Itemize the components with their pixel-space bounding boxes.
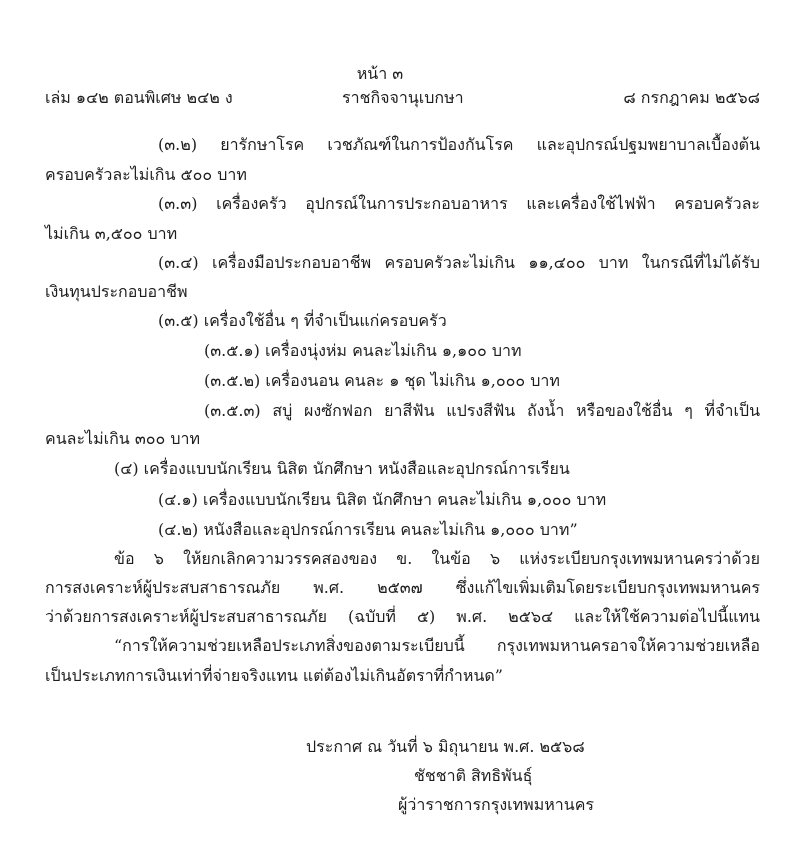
new-text-quote: “การให้ความช่วยเหลือประเภทสิ่งของตามระเบียบนี้ กรุงเทพมหานครอาจให้ความช่วยเหลือ xyxy=(114,636,760,655)
article-6-cont-1: การสงเคราะห์ผู้ประสบสาธารณภัย พ.ศ. ๒๕๓๗ ซึ่งแก้ไขเพิ่มเติมโดยระเบียบกรุงเทพมหานคร xyxy=(45,578,760,597)
clause-3-5-2: (๓.๕.๒) เครื่องนอน คนละ ๑ ชุด ไม่เกิน ๑,๐๐๐ บาท xyxy=(204,371,560,390)
article-6-cont-2: ว่าด้วยการสงเคราะห์ผู้ประสบสาธารณภัย (ฉบับที่ ๕) พ.ศ. ๒๕๖๔ และให้ใช้ความต่อไปนี้แทน xyxy=(45,607,760,626)
signatory-name: ชัชชาติ สิทธิพันธุ์ xyxy=(414,766,533,785)
volume-issue: เล่ม ๑๔๒ ตอนพิเศษ ๒๔๒ ง xyxy=(45,88,233,107)
clause-3-5-3: (๓.๕.๓) สบู่ ผงซักฟอก ยาสีฟัน แปรงสีฟัน ถังน้ำ หรือของใช้อื่น ๆ ที่จำเป็น xyxy=(204,401,760,420)
clause-3-5-1: (๓.๕.๑) เครื่องนุ่งห่ม คนละไม่เกิน ๑,๑๐๐ บาท xyxy=(204,341,522,360)
clause-3-2-cont: ครอบครัวละไม่เกิน ๕๐๐ บาท xyxy=(45,165,247,184)
clause-3-4-cont: เงินทุนประกอบอาชีพ xyxy=(45,282,188,301)
page-number: หน้า ๓ xyxy=(356,64,404,83)
clause-3-5-3-cont: คนละไม่เกิน ๓๐๐ บาท xyxy=(45,429,201,448)
gazette-header xyxy=(45,86,760,110)
clause-3-3-cont: ไม่เกิน ๓,๕๐๐ บาท xyxy=(45,224,178,243)
clause-4-2: (๔.๒) หนังสือและอุปกรณ์การเรียน คนละไม่เกิน ๑,๐๐๐ บาท” xyxy=(158,520,578,539)
clause-3-4: (๓.๔) เครื่องมือประกอบอาชีพ ครอบครัวละไม่เกิน ๑๑,๔๐๐ บาท ในกรณีที่ไม่ได้รับ xyxy=(158,253,760,272)
clause-3-2: (๓.๒) ยารักษาโรค เวชภัณฑ์ในการป้องกันโรค และอุปกรณ์ปฐมพยาบาลเบื้องต้น xyxy=(158,135,760,154)
publication-date: ๘ กรกฎาคม ๒๕๖๘ xyxy=(623,88,760,107)
new-text-quote-cont: เป็นประเภทการเงินเท่าที่จ่ายจริงแทน แต่ต้องไม่เกินอัตราที่กำหนด” xyxy=(45,666,503,685)
clause-3-5: (๓.๕) เครื่องใช้อื่น ๆ ที่จำเป็นแก่ครอบครัว xyxy=(158,311,447,330)
clause-4: (๔) เครื่องแบบนักเรียน นิสิต นักศึกษา หนังสือและอุปกรณ์การเรียน xyxy=(114,459,570,478)
clause-3-3: (๓.๓) เครื่องครัว อุปกรณ์ในการประกอบอาหาร และเครื่องใช้ไฟฟ้า ครอบครัวละ xyxy=(158,194,760,213)
clause-4-1: (๔.๑) เครื่องแบบนักเรียน นิสิต นักศึกษา คนละไม่เกิน ๑,๐๐๐ บาท xyxy=(158,490,607,509)
announcement-date: ประกาศ ณ วันที่ ๖ มิถุนายน พ.ศ. ๒๕๖๘ xyxy=(306,737,585,756)
gazette-name: ราชกิจจานุเบกษา xyxy=(342,88,464,107)
article-6: ข้อ ๖ ให้ยกเลิกความวรรคสองของ ข. ในข้อ ๖ แห่งระเบียบกรุงเทพมหานครว่าด้วย xyxy=(114,549,760,568)
signatory-position: ผู้ว่าราชการกรุงเทพมหานคร xyxy=(398,795,595,814)
